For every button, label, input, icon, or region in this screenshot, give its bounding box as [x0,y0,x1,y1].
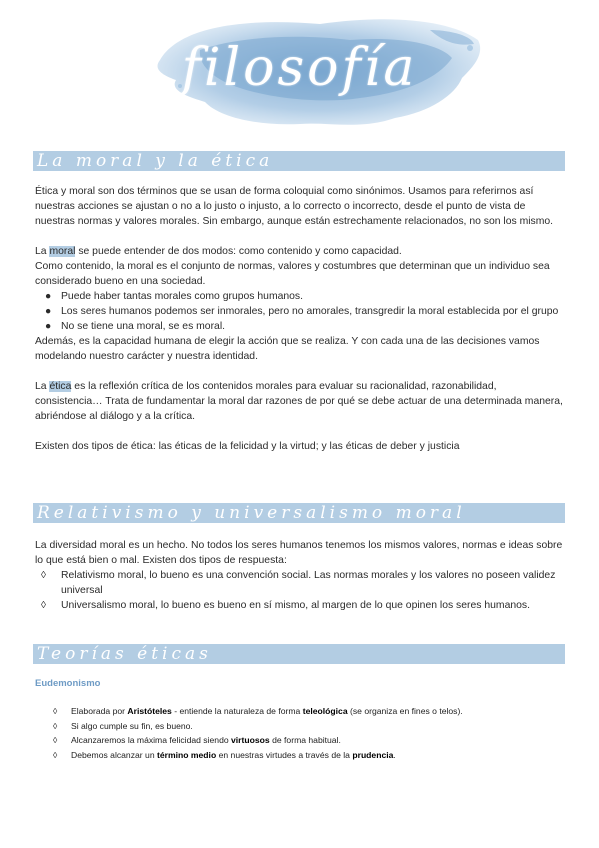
section-title: Teorías éticas [37,644,212,664]
list-item [53,733,563,748]
paragraph: Como contenido, la moral es el conjunto de normas, valores y costumbres que determinan que un individuo sea considerado bueno en una sociedad. [35,261,550,287]
header-watercolor [0,0,599,140]
diamond-icon: ◊ [53,720,58,731]
paragraph-etica [35,379,563,424]
diamond-icon: ◊ [53,735,58,745]
text: Debemos alcanzar un [71,749,157,760]
list-item-text: Los seres humanos podemos ser inmorales, pero no amorales, transgredir la moral establecida por el grupo [61,306,559,317]
bold-text: término medio [156,749,217,760]
eudemonismo-list [53,704,563,762]
bold-text: prudencia [352,749,394,760]
diamond-icon: ◊ [41,570,46,581]
list-item [53,748,563,763]
list-item [35,319,563,334]
diamond-icon: ◊ [41,600,46,611]
text: se puede entender de dos modos: como contenido y como capacidad. [75,246,402,257]
section-body-relativismo [35,538,563,613]
list-item [35,598,563,613]
list-item [35,289,563,304]
section-banner-moral-etica [33,151,565,171]
list-item [35,568,563,598]
section-title: Relativismo y universalismo moral [37,503,466,523]
bullet-list [35,289,563,334]
diamond-list [35,568,563,613]
bullet-icon: ● [45,321,52,332]
section-title: La moral y la ética [37,151,274,171]
bold-text: Aristóteles [127,706,172,716]
diamond-icon: ◊ [53,749,58,760]
bullet-icon: ● [45,291,52,302]
subheading-eudemonismo: Eudemonismo [35,678,101,689]
list-item [53,704,563,719]
highlight-etica: ética [49,381,72,392]
text: - entiende la naturaleza de forma [171,706,303,716]
list-item-text: Universalismo moral, lo bueno es bueno en sí mismo, al margen de lo que opinen los seres humanos. [61,600,530,611]
paragraph: Existen dos tipos de ética: las éticas de la felicidad y la virtud; y las éticas de deber y justicia [35,441,460,452]
text: Elaborada por [71,706,128,716]
text: en nuestras virtudes a través de la [216,749,353,760]
section-body-moral-etica [35,184,563,454]
list-item-text: Puede haber tantas morales como grupos humanos. [61,291,304,302]
page-title: filosofía [181,38,418,98]
list-item [35,304,563,319]
paragraph-moral [35,244,563,259]
diamond-icon: ◊ [53,706,58,716]
list-item [53,719,563,734]
section-banner-teorias [33,644,565,664]
text: (se organiza en fines o telos). [347,706,463,716]
text: Si algo cumple su fin, es bueno. [71,720,193,731]
text: La [35,381,50,392]
paragraph: Además, es la capacidad humana de elegir la acción que se realiza. Y con cada una de las decisiones vamos modelando nuestro carácter y nuestra identidad. [35,336,540,362]
paragraph: Ética y moral son dos términos que se usan de forma coloquial como sinónimos. Usamos para referirnos así nuestras acciones se ajustan o no a lo justo o injusto, a lo correcto o incorrecto, desde el punto de vista de nuestras normas y valores morales. Sin embargo, aunque están estrechamente relacionados, no son los mismo. [35,186,554,227]
bold-text: virtuosos [231,735,270,745]
text: Alcanzaremos la máxima felicidad siendo [71,735,232,745]
list-item-text: No se tiene una moral, se es moral. [61,321,226,332]
text: es la reflexión crítica de los contenidos morales para evaluar su racionalidad, razonabilidad, consistencia… Trata de fundamentar la moral dar razones de por qué se debe actuar de una determinada manera, abriéndose al diálogo y a la crítica. [35,381,563,422]
highlight-moral: moral [49,246,76,257]
text: de forma habitual. [269,735,341,745]
list-item-text: Relativismo moral, lo bueno es una convención social. Las normas morales y los valores no poseen validez universal [61,570,556,596]
text: La [35,246,50,257]
section-banner-relativismo [33,503,565,523]
bold-text: teleológica [302,706,348,716]
text: . [393,749,396,760]
paragraph: La diversidad moral es un hecho. No todos los seres humanos tenemos los mismos valores, normas e ideas sobre lo que está bien o mal. Existen dos tipos de respuesta: [35,540,563,566]
bullet-icon: ● [45,306,52,317]
